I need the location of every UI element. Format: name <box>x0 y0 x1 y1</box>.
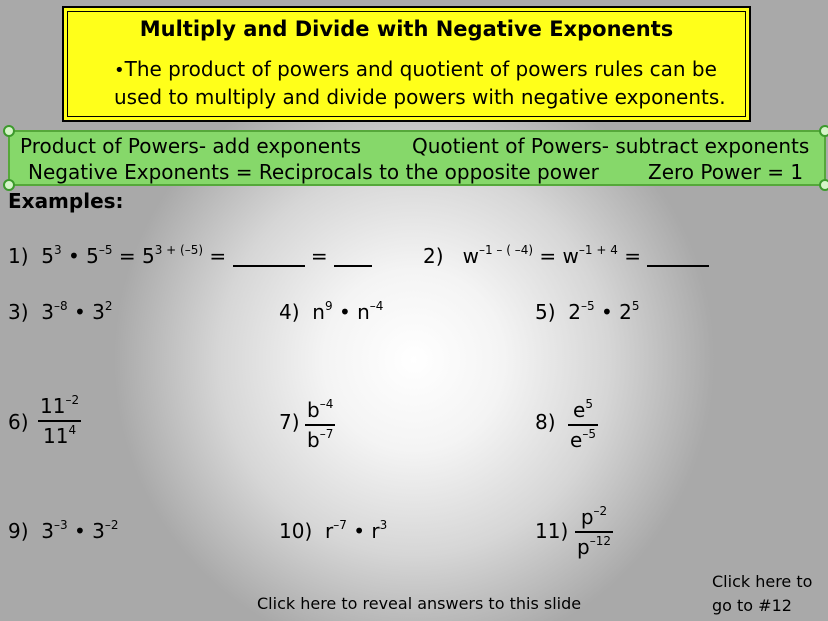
answer-blank <box>647 247 709 267</box>
problem-4: 4) $n^9$ • $n^{-4}$ <box>279 299 384 324</box>
examples-heading: Examples: <box>8 189 124 213</box>
resize-handle-top-left[interactable] <box>3 125 15 137</box>
bullet-line-2: used to multiply and divide powers with negative exponents. <box>114 85 726 109</box>
title-box <box>62 6 751 122</box>
slide-title: Multiply and Divide with Negative Exponents <box>139 17 674 41</box>
problem-11-label: 11) <box>535 519 569 543</box>
resize-handle-bottom-right[interactable] <box>819 179 828 191</box>
problem-5: 5) $2^{-5}$ • $2^5$ <box>535 299 640 324</box>
answer-blank <box>233 247 305 267</box>
zero-rule: Zero Power = 1 <box>648 160 804 184</box>
quotient-rule: Quotient of Powers- subtract exponents <box>412 134 810 158</box>
go-to-12-link[interactable]: Click here to go to #12 <box>712 572 813 615</box>
resize-handle-top-right[interactable] <box>819 125 828 137</box>
rules-textbox[interactable] <box>8 130 826 186</box>
bullet-mark: • <box>114 60 125 81</box>
problem-3: 3) $3^{-8}$ • $3^2$ <box>8 299 113 324</box>
negative-rule: Negative Exponents = Reciprocals to the opposite power <box>28 160 599 184</box>
problem-11-fraction: $p^{-2}$ $p^{-12}$ <box>577 504 611 559</box>
problem-10: 10) $r^{-7}$ • $r^3$ <box>279 518 388 543</box>
problem-8-fraction: $e^5$ $e^{-5}$ <box>570 397 596 452</box>
answer-blank <box>334 247 372 267</box>
reveal-answers-link[interactable]: Click here to reveal answers to this slide <box>257 594 582 613</box>
problem-9: 9) $3^{-3}$ • $3^{-2}$ <box>8 518 119 543</box>
problem-6-fraction: $11^{-2}$ $11^4$ <box>40 393 80 448</box>
problem-1: 1) $5^3$ • $5^{-5} = 5^{3 + (-5)}$ = = <box>8 244 372 268</box>
problem-7-fraction: $b^{-4}$ $b^{-7}$ <box>307 397 334 452</box>
problem-8-label: 8) <box>535 410 556 434</box>
problem-6-label: 6) <box>8 410 29 434</box>
problem-7-label: 7) <box>279 410 300 434</box>
intro-bullet <box>114 56 744 111</box>
bullet-line-1: The product of powers and quotient of powers rules can be <box>124 57 717 81</box>
problem-2: 2) $w^{-1 - ( -4)} = w^{-1 + 4}$ = <box>423 244 709 268</box>
product-rule: Product of Powers- add exponents <box>20 134 362 158</box>
